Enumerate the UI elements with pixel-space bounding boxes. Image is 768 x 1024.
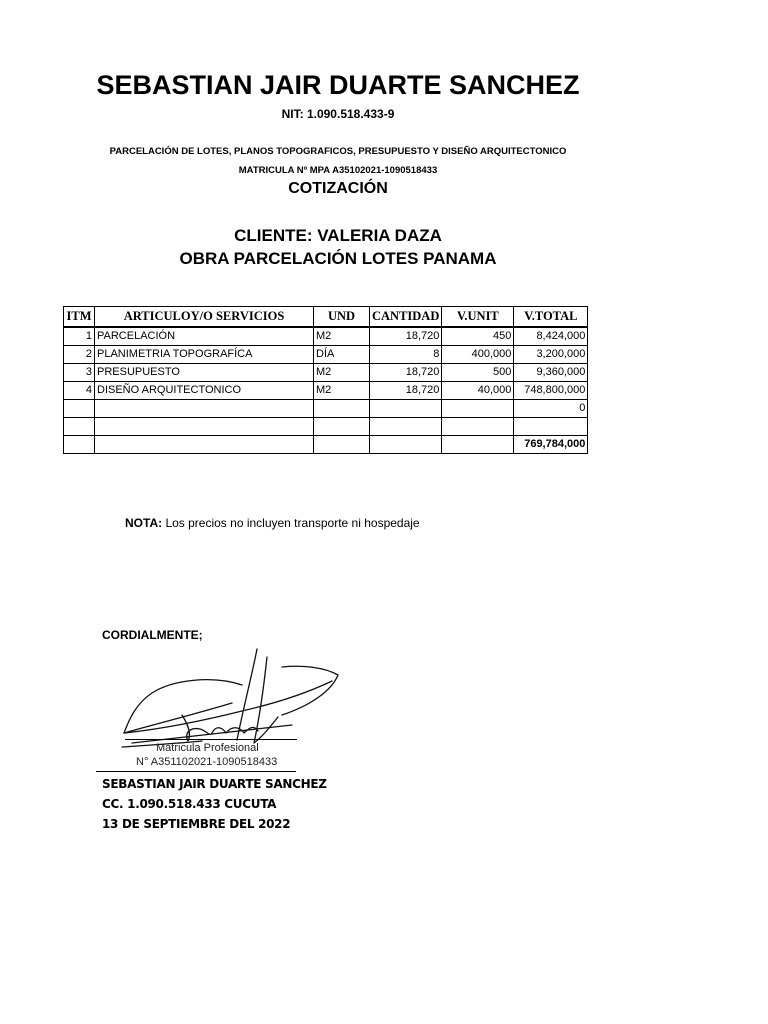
company-name: SEBASTIAN JAIR DUARTE SANCHEZ (96, 70, 580, 100)
work-name: OBRA PARCELACIÓN LOTES PANAMA (179, 249, 497, 268)
signer-id: CC. 1.090.518.433 CUCUTA (102, 797, 277, 811)
signature-line (96, 771, 296, 772)
cell-service (95, 400, 314, 418)
column-header-unit: UND (314, 307, 370, 328)
table-row (64, 364, 588, 382)
cell-unit-value: 400,000 (442, 346, 514, 364)
note-text: Los precios no incluyen transporte ni hospedaje (162, 516, 420, 530)
cell-unit (314, 436, 370, 454)
table-header-row (64, 307, 588, 328)
cell-quantity: 18,720 (370, 382, 442, 400)
stamp-text-line-2: N° A351102021-1090518433 (136, 756, 278, 768)
cell-service: PLANIMETRIA TOPOGRAFÍCA (95, 346, 314, 364)
cell-total-value: 0 (514, 400, 588, 418)
signer-name: SEBASTIAN JAIR DUARTE SANCHEZ (102, 777, 327, 791)
cell-unit-value (442, 400, 514, 418)
cell-unit-value: 40,000 (442, 382, 514, 400)
cell-total-value (514, 418, 588, 436)
cell-total-value: 9,360,000 (514, 364, 588, 382)
column-header-service: ARTICULOY/O SERVICIOS (95, 307, 314, 328)
cell-itm (64, 400, 95, 418)
cell-unit-value: 450 (442, 327, 514, 346)
cell-unit-value: 500 (442, 364, 514, 382)
cell-total-value: 3,200,000 (514, 346, 588, 364)
cell-quantity: 18,720 (370, 364, 442, 382)
services-description: PARCELACIÓN DE LOTES, PLANOS TOPOGRAFICOS, PRESUPUESTO Y DISEÑO ARQUITECTONICO (109, 146, 567, 157)
cell-itm: 1 (64, 327, 95, 346)
document-title: COTIZACIÓN (288, 180, 388, 197)
column-header-itm: ITM (64, 307, 95, 328)
cell-unit: DÍA (314, 346, 370, 364)
table-total-row (64, 436, 588, 454)
registration-number: MATRICULA Nº MPA A35102021-1090518433 (238, 165, 438, 176)
cell-itm (64, 436, 95, 454)
cell-itm (64, 418, 95, 436)
cell-quantity: 8 (370, 346, 442, 364)
cell-quantity (370, 418, 442, 436)
note (125, 516, 420, 530)
cell-quantity (370, 436, 442, 454)
cell-unit-value (442, 436, 514, 454)
cell-itm: 3 (64, 364, 95, 382)
document-date: 13 DE SEPTIEMBRE DEL 2022 (102, 817, 291, 831)
cell-unit: M2 (314, 364, 370, 382)
column-header-total-value: V.TOTAL (514, 307, 588, 328)
cell-unit (314, 418, 370, 436)
stamp-text-line-1: Matricula Profesional (156, 742, 259, 754)
client-name: CLIENTE: VALERIA DAZA (234, 226, 442, 245)
cell-itm: 4 (64, 382, 95, 400)
stamp-line (125, 739, 297, 740)
column-header-quantity: CANTIDAD (370, 307, 442, 328)
cell-total-value: 748,800,000 (514, 382, 588, 400)
table-row (64, 346, 588, 364)
cell-itm: 2 (64, 346, 95, 364)
cell-service (95, 436, 314, 454)
cell-quantity (370, 400, 442, 418)
cell-service: DISEÑO ARQUITECTONICO (95, 382, 314, 400)
cell-service: PARCELACIÓN (95, 327, 314, 346)
cell-unit-value (442, 418, 514, 436)
table-row (64, 418, 588, 436)
table-row (64, 382, 588, 400)
cell-total-value: 8,424,000 (514, 327, 588, 346)
cell-unit: M2 (314, 382, 370, 400)
cell-unit: M2 (314, 327, 370, 346)
cell-unit (314, 400, 370, 418)
cell-quantity: 18,720 (370, 327, 442, 346)
table-row (64, 327, 588, 346)
cell-service (95, 418, 314, 436)
closing-regards: CORDIALMENTE; (102, 628, 203, 642)
grand-total: 769,784,000 (514, 436, 588, 454)
column-header-unit-value: V.UNIT (442, 307, 514, 328)
nit-number: NIT: 1.090.518.433-9 (281, 107, 395, 121)
note-label: NOTA: (125, 516, 163, 530)
quote-table (63, 306, 588, 454)
cell-service: PRESUPUESTO (95, 364, 314, 382)
table-row (64, 400, 588, 418)
